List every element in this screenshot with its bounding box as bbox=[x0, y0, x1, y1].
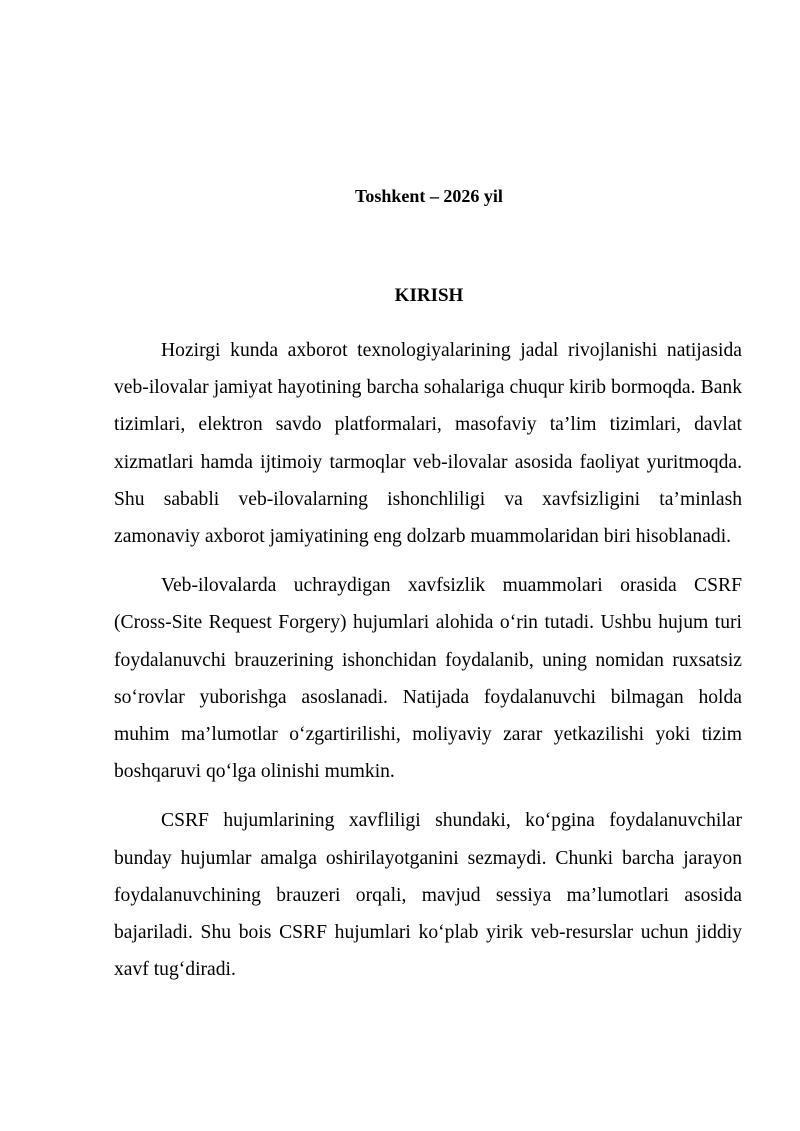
section-heading: KIRISH bbox=[394, 285, 464, 306]
body-text bbox=[114, 332, 742, 1000]
place-date-line: Toshkent – 2026 yil bbox=[355, 186, 503, 206]
paragraph-1: Hozirgi kunda axborot texnologiyalarining jadal rivojlanishi natijasida veb-ilovalar jamiyat hayotining barcha sohalariga chuqur kirib bormoqda. Bank tizimlari, elektron savdo platformalari, masofaviy ta’lim tizimlari, davlat xizmatlari hamda ijtimoiy tarmoqlar veb-ilovalar asosida faoliyat yuritmoqda. Shu sababli veb-ilovalarning ishonchliligi va xavfsizligini ta’minlash zamonaviy axborot jamiyatining eng dolzarb muammolaridan biri hisoblanadi. bbox=[114, 340, 742, 548]
paragraph-3: CSRF hujumlarining xavfliligi shundaki, ko‘pgina foydalanuvchilar bunday hujumlar amalga oshirilayotganini sezmaydi. Chunki barcha jarayon foydalanuvchining brauzeri orqali, mavjud sessiya ma’lumotlari asosida bajariladi. Shu bois CSRF hujumlari ko‘plab yirik veb-resurslar uchun jiddiy xavf tug‘diradi. bbox=[114, 810, 742, 981]
paragraph-2: Veb-ilovalarda uchraydigan xavfsizlik muammolari orasida CSRF (Cross-Site Request Forgery) hujumlari alohida o‘rin tutadi. Ushbu hujum turi foydalanuvchi brauzerining ishonchidan foydalanib, uning nomidan ruxsatsiz so‘rovlar yuborishga asoslanadi. Natijada foydalanuvchi bilmagan holda muhim ma’lumotlar o‘zgartirilishi, moliyaviy zarar yetkazilishi yoki tizim boshqaruvi qo‘lga olinishi mumkin. bbox=[114, 575, 742, 783]
